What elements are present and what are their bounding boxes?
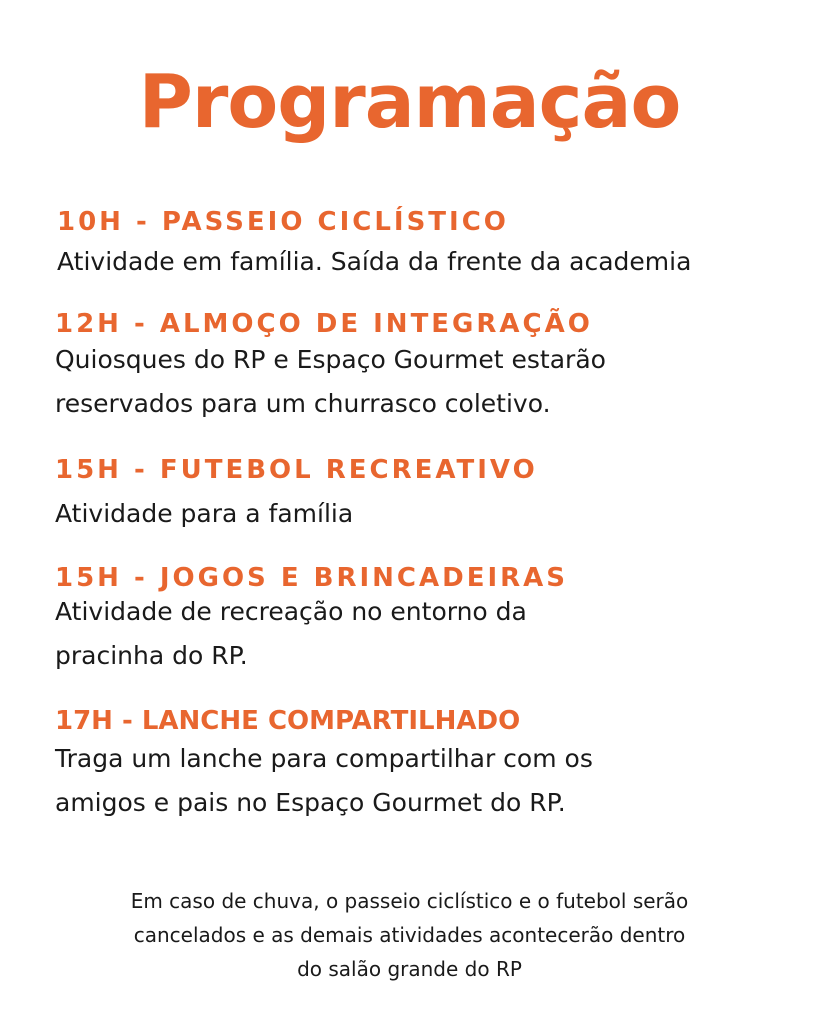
page-title: Programação — [138, 59, 681, 145]
schedule-description-line: pracinha do RP. — [55, 641, 248, 671]
rain-notice-line: cancelados e as demais atividades acontecerão dentro — [133, 923, 686, 947]
schedule-heading: 15H - JOGOS E BRINCADEIRAS — [55, 563, 569, 593]
schedule-item-lanche — [55, 706, 819, 825]
schedule-description-line: reservados para um churrasco coletivo. — [55, 389, 551, 419]
schedule-item-passeio — [57, 207, 819, 284]
schedule-description-line: amigos e pais no Espaço Gourmet do RP. — [55, 788, 566, 818]
schedule-description-line: Quiosques do RP e Espaço Gourmet estarão — [55, 345, 606, 375]
rain-notice-line: do salão grande do RP — [297, 957, 522, 981]
schedule-heading: 10H - PASSEIO CICLÍSTICO — [57, 207, 509, 237]
rain-notice — [0, 884, 819, 986]
schedule-description-line: Atividade em família. Saída da frente da academia — [57, 247, 692, 277]
schedule-item-futebol — [55, 455, 819, 536]
schedule-description-line: Atividade de recreação no entorno da — [55, 597, 527, 627]
schedule-description-line: Traga um lanche para compartilhar com os — [55, 744, 593, 774]
rain-notice-line: Em caso de chuva, o passeio ciclístico e o futebol serão — [130, 889, 689, 913]
schedule-heading: 15H - FUTEBOL RECREATIVO — [55, 455, 538, 485]
schedule-item-jogos — [55, 563, 819, 678]
schedule-heading: 17H - LANCHE COMPARTILHADO — [55, 706, 521, 736]
schedule-description-line: Atividade para a família — [55, 499, 354, 529]
schedule-heading: 12H - ALMOÇO DE INTEGRAÇÃO — [55, 309, 593, 339]
schedule-item-almoco — [55, 309, 819, 426]
